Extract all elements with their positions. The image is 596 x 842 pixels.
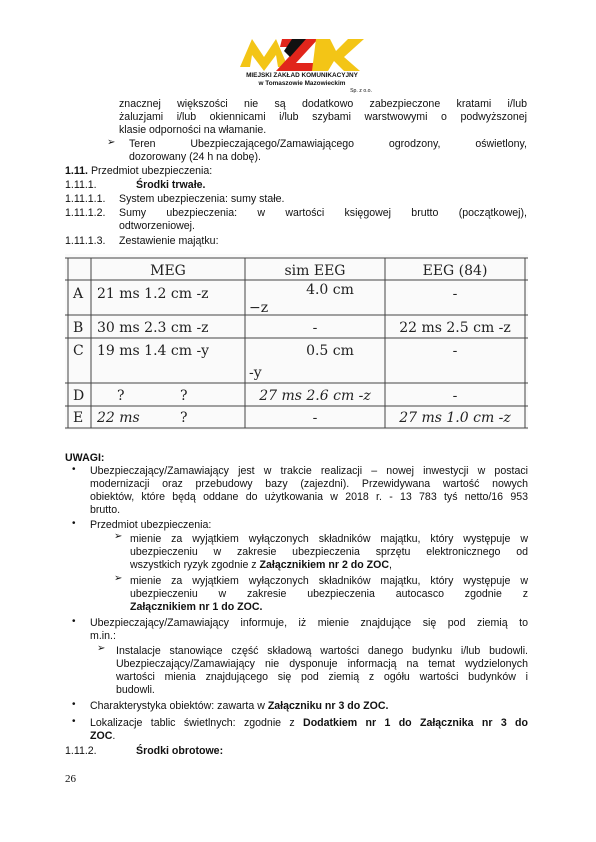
intro-arrow-item [129,138,527,151]
table-cell: ? [180,388,188,404]
uwagi-b2-a1-line-3b: Załącznikiem nr 2 do ZOC [259,559,390,571]
uwagi-b2-a1-line-2: ubezpieczeniu w zakresie ubezpieczenia sprzętu elektronicznego od [130,546,528,558]
uwagi-b5-c: ZOC [90,730,113,742]
table-cell: 21 ms 1.2 cm -z [97,286,209,302]
table-cell: -y [249,365,262,381]
table-cell: - [312,320,318,336]
section-1-11-1-2-num: 1.11.1.2. [65,207,106,219]
uwagi-b5-line-2 [90,730,115,743]
table-header-meg: MEG [150,263,186,279]
uwagi-b3-a1-line-1: Instalacje stanowiące część składową wartości danego budynku i/lub budowli. [116,645,528,657]
asset-table [65,254,528,430]
table-row-label: A [73,286,84,302]
table-header-sim-eeg: sim EEG [284,263,346,279]
section-1-11-text: Przedmiot ubezpieczenia: [90,165,213,177]
uwagi-title: UWAGI: [65,452,105,464]
bullet-dot-icon: • [72,716,76,727]
table-cell: 27 ms 2.6 cm -z [259,388,371,404]
section-1-11-1-3-num: 1.11.1.3. [65,235,106,247]
bullet-dot-icon: • [72,699,76,710]
arrow-bullet-icon: ➢ [114,573,123,584]
uwagi-b4-a: Charakterystyka obiektów: zawarta w [90,700,268,712]
logo-line-1: MIEJSKI ZAKŁAD KOMUNIKACYJNY [246,72,358,79]
section-1-11-1-2-line-1: Sumy ubezpieczenia: w wartości księgowej brutto (początkowej), [119,207,527,219]
table-cell: 4.0 cm [306,282,354,298]
arrow-bullet-icon: ➢ [97,643,106,654]
uwagi-b3-a1-line-4: budowli. [116,684,155,696]
table-cell: ? [117,388,125,404]
section-1-11-1-1-num: 1.11.1.1. [65,193,106,205]
uwagi-b2-a2-line-2: ubezpieczeniu w zakresie ubezpieczenia autocasco zgodnie z [130,588,528,600]
uwagi-b5-d: . [112,730,116,742]
table-row-label: E [73,410,84,426]
uwagi-b1-line-2: modernizacji oraz przebudowy bazy (zajezdni). Przewidywana wartość nowych [90,478,528,490]
table-cell: ? [180,410,188,426]
intro-line-1: znacznej większości nie są dodatkowo zabezpieczone kratami i/lub [119,98,527,110]
uwagi-b5-b: Dodatkiem nr 1 do Załącznika nr 3 do [303,717,529,729]
uwagi-b2-a1-line-3c: , [389,559,392,571]
table-cell: - [312,410,318,426]
uwagi-b2-a1-line-3 [130,559,392,572]
table-cell: 22 ms 2.5 cm -z [399,320,511,336]
uwagi-b2-title: Przedmiot ubezpieczenia: [90,519,212,531]
bullet-dot-icon: • [72,616,76,627]
section-1-11-1-1-text: System ubezpieczenia: sumy stałe. [119,193,285,205]
table-row-label: D [73,388,85,404]
logo-k-shape [312,39,364,71]
uwagi-b3-a1-line-2: Ubezpieczający/Zamawiający nie dysponuje informacją na temat wydzielonych [116,658,528,670]
page-number: 26 [65,773,76,785]
table-row-label: C [73,343,84,359]
section-1-11-1-title: Środki trwałe. [136,179,206,191]
intro-arrow-w1: Teren [129,138,156,150]
uwagi-b3-line-2: m.in.: [90,630,116,642]
uwagi-b4 [90,700,388,713]
section-1-11-2-num: 1.11.2. [65,745,97,757]
table-row-label: B [73,320,84,336]
arrow-bullet-icon: ➢ [107,137,116,148]
table-cell: 22 ms [97,410,140,426]
table-cell: 30 ms 2.3 cm -z [97,320,209,336]
uwagi-b3-a1-line-3: wartości mienia znajdującego się pod ziemią z ogółu wartości budynków i [116,671,528,683]
section-1-11-2-title: Środki obrotowe: [136,745,224,757]
table-cell: - [452,286,458,302]
intro-line-3: klasie odporności na włamanie. [119,124,267,136]
uwagi-b1-line-4: brutto. [90,504,121,516]
uwagi-b5-line-1 [90,717,528,730]
section-1-11-1-num: 1.11.1. [65,179,97,191]
intro-line-2: żaluzjami i/lub okiennicami i/lub szybami warstwowymi o podwyższonej [119,111,527,123]
table-cell: - [452,388,458,404]
table-cell: −z [249,300,269,316]
logo-line-2: w Tomaszowie Mazowieckim [258,80,346,87]
uwagi-b4-b: Załączniku nr 3 do ZOC. [267,700,389,712]
section-1-11-1-2-line-2: odtworzeniowej. [119,220,195,232]
uwagi-b2-a2-line-1: mienie za wyjątkiem wyłączonych składników majątku, który występuje w [130,575,528,587]
table-cell: 27 ms 1.0 cm -z [399,410,511,426]
intro-arrow-w2: Ubezpieczającego/Zamawiającego [190,138,355,150]
section-1-11-num: 1.11. [65,165,88,177]
section-1-11-1-3-text: Zestawienie majątku: [119,235,219,247]
uwagi-b2-a2-line-3: Załącznikiem nr 1 do ZOC. [130,601,263,613]
table-cell: - [452,343,458,359]
arrow-bullet-icon: ➢ [114,531,123,542]
uwagi-b2-a1-line-3a: wszystkich ryzyk zgodnie z [130,559,260,571]
mzk-logo [232,33,372,105]
table-header-eeg-84: EEG (84) [422,263,488,279]
section-1-11 [65,165,212,178]
table-cell: 0.5 cm [306,343,354,359]
uwagi-b1-line-3: obiektów, które będą oddane do użytkowania w 2018 r. - 13 783 tyś netto/16 953 [90,491,528,503]
intro-arrow-line-2: dozorowany (24 h na dobę). [129,151,261,163]
uwagi-b2-a1-line-1: mienie za wyjątkiem wyłączonych składników majątku, który występuje w [130,533,528,545]
bullet-dot-icon: • [72,518,76,529]
table-cell: 19 ms 1.4 cm -y [97,343,210,359]
uwagi-b3-line-1: Ubezpieczający/Zamawiający informuje, iż mienie znajdujące się pod ziemią to [90,617,528,629]
bullet-dot-icon: • [72,464,76,475]
logo-line-3: Sp. z o.o. [350,88,372,94]
uwagi-b1-line-1: Ubezpieczający/Zamawiający jest w trakcie realizacji – nowej inwestycji w postaci [90,465,528,477]
intro-arrow-w4: oświetlony, [475,138,527,150]
intro-arrow-w3: ogrodzony, [388,138,441,150]
uwagi-b5-a: Lokalizacje tablic świetlnych: zgodnie z [90,717,304,729]
